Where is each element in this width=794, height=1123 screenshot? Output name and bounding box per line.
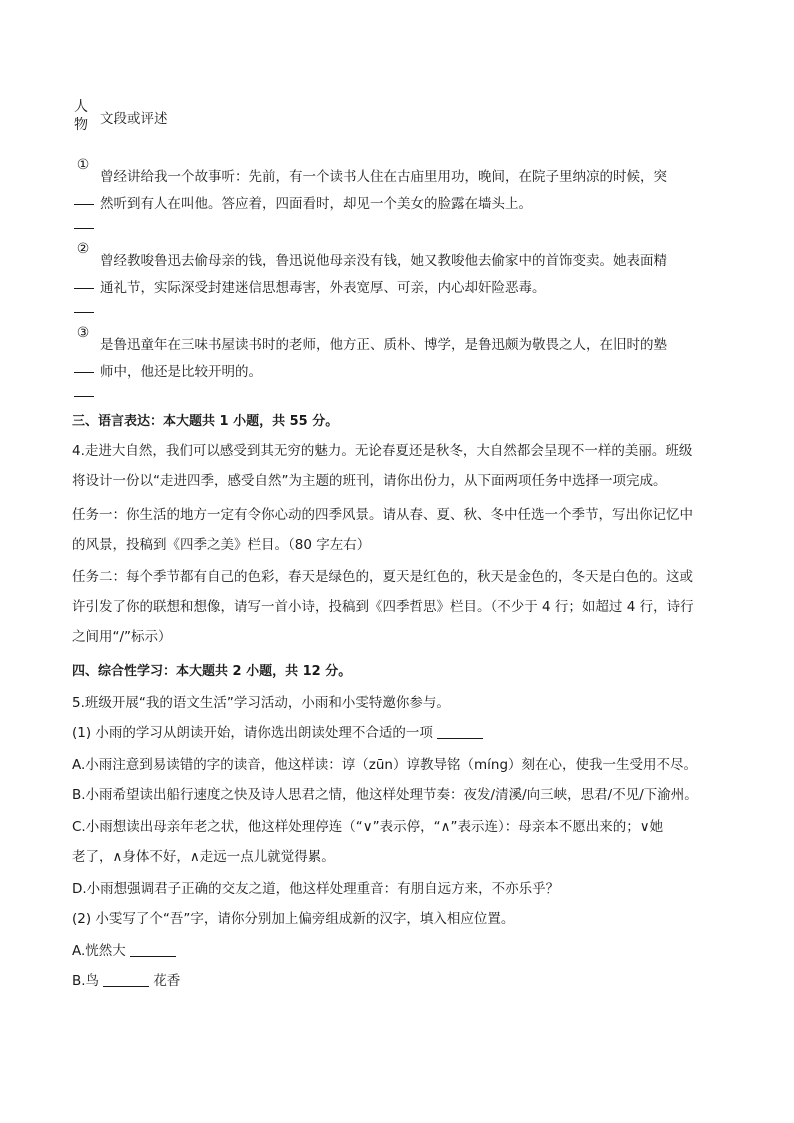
header-col-passage: 文段或评述 bbox=[100, 111, 168, 127]
row-number: ③ bbox=[76, 325, 90, 341]
question-text: 5.班级开展“我的语文生活”学习活动，小雨和小雯特邀你参与。 bbox=[72, 695, 450, 711]
header-col-person: 人物 bbox=[74, 99, 88, 133]
answer-blank[interactable] bbox=[437, 724, 483, 739]
answer-blank[interactable] bbox=[130, 942, 176, 957]
task-text: 许引发了你的联想和想像，请写一首小诗，投稿到《四季哲思》栏目。（不少于 4 行；如超过 4 行，诗行 bbox=[72, 599, 694, 615]
document-page bbox=[72, 98, 732, 989]
fill-item-b bbox=[72, 968, 732, 995]
answer-blank bbox=[74, 288, 94, 289]
section-heading: 四、综合性学习：本大题共 2 小题，共 12 分。 bbox=[72, 664, 352, 679]
row-number: ② bbox=[76, 241, 90, 257]
answer-blank bbox=[74, 312, 94, 313]
fill-label: A.恍然大 bbox=[72, 943, 126, 959]
passage-line: 曾经教唆鲁迅去偷母亲的钱，鲁迅说他母亲没有钱，她又教唆他去偷家中的首饰变卖。她表面精 bbox=[100, 253, 667, 269]
row-passage bbox=[100, 164, 730, 218]
row-passage bbox=[100, 332, 730, 386]
task-text: 之间用“/”标示） bbox=[72, 629, 172, 645]
subquestion-text: (1) 小雨的学习从朗读开始，请你选出朗读处理不合适的一项 bbox=[72, 725, 433, 741]
passage-line: 然听到有人在叫他。答应着，四面看时，却见一个美女的脸露在墙头上。 bbox=[100, 196, 532, 212]
option-c-line: C.小雨想读出母亲年老之状，他这样处理停连（“∨”表示停，“∧”表示连）：母亲本不愿出来的；∨她 bbox=[72, 819, 664, 835]
section-heading: 三、语言表达：本大题共 1 小题，共 55 分。 bbox=[72, 414, 339, 429]
passage-line: 通礼节，实际深受封建迷信思想毒害，外表宽厚、可亲，内心却奸险恶毒。 bbox=[100, 280, 546, 296]
subquestion-text: (2) 小雯写了个“吾”字，请你分别加上偏旁组成新的汉字，填入相应位置。 bbox=[72, 911, 515, 927]
answer-blank bbox=[74, 396, 94, 397]
row-passage bbox=[100, 248, 730, 302]
option-c-line: 老了，∧身体不好，∧走远一点儿就觉得累。 bbox=[72, 849, 335, 865]
answer-blank bbox=[74, 372, 94, 373]
option-d: D.小雨想强调君子正确的交友之道，他这样处理重音：有朋自远方来，不亦乐乎？ bbox=[72, 881, 560, 897]
fill-label: B.鸟 bbox=[72, 973, 100, 989]
passage-line: 师中，他还是比较开明的。 bbox=[100, 364, 262, 380]
passage-line: 曾经讲给我一个故事听：先前，有一个读书人住在古庙里用功，晚间，在院子里纳凉的时候，突 bbox=[100, 169, 667, 185]
row-number: ① bbox=[76, 157, 90, 173]
task-text: 的风景，投稿到《四季之美》栏目。（80 字左右） bbox=[72, 537, 371, 553]
task-text: 任务一：你生活的地方一定有令你心动的四季风景。请从春、夏、秋、冬中任选一个季节，写出你记忆中 bbox=[72, 507, 693, 523]
question-text: 4.走进大自然，我们可以感受到其无穷的魅力。无论春夏还是秋冬，大自然都会呈现不一样的美丽。班级 bbox=[72, 443, 693, 459]
option-b: B.小雨希望读出船行速度之快及诗人思君之情，他这样处理节奏：夜发/清溪/向三峡，思君/不见/下渝州。 bbox=[72, 787, 698, 803]
answer-blank bbox=[74, 228, 94, 229]
question-text: 将设计一份以“走进四季，感受自然”为主题的班刊，请你出份力，从下面两项任务中选择一项完成。 bbox=[72, 473, 667, 489]
fill-item-a bbox=[72, 938, 732, 965]
fill-label-suffix: 花香 bbox=[153, 973, 181, 989]
character-table bbox=[72, 98, 732, 388]
passage-line: 是鲁迅童年在三味书屋读书时的老师，他方正、质朴、博学，是鲁迅颇为敬畏之人，在旧时的塾 bbox=[100, 337, 667, 353]
question-text bbox=[72, 720, 732, 747]
answer-blank bbox=[74, 204, 94, 205]
task-text: 任务二：每个季节都有自己的色彩，春天是绿色的，夏天是红色的，秋天是金色的，冬天是白色的。这或 bbox=[72, 569, 693, 585]
answer-blank[interactable] bbox=[103, 972, 149, 987]
option-a: A.小雨注意到易读错的字的读音，他这样读：谆（zūn）谆教导铭（míng）刻在心，使我一生受用不尽。 bbox=[72, 757, 698, 773]
